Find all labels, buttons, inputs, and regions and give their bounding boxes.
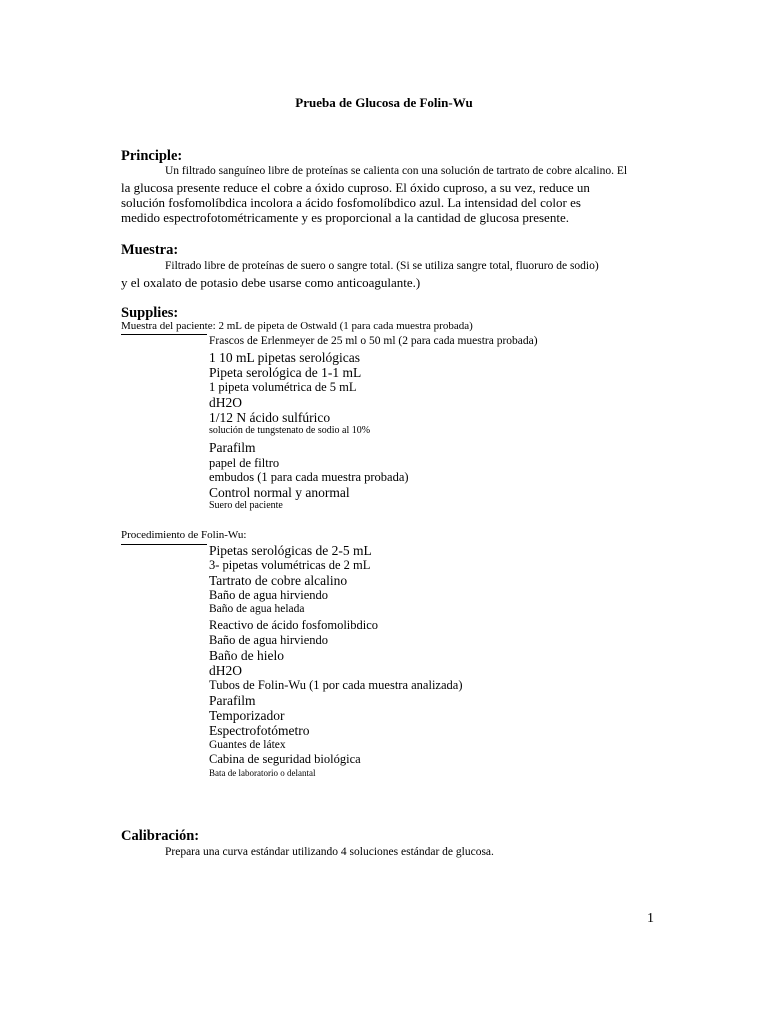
procedure-item: Tubos de Folin-Wu (1 por cada muestra analizada) [209,678,463,692]
principle-line-4: medido espectrofotométricamente y es proporcional a la cantidad de glucosa presente. [121,210,569,225]
supply-item: Frascos de Erlenmeyer de 25 ml o 50 ml (2 para cada muestra probada) [209,335,538,347]
procedure-item: Cabina de seguridad biológica [209,752,361,766]
patient-sample-line [121,320,473,332]
supply-item: 1 pipeta volumétrica de 5 mL [209,380,357,394]
procedure-item: Baño de agua hirviendo [209,633,329,647]
procedure-item: Guantes de látex [209,739,286,751]
patient-sample-text: : 2 mL de pipeta de Ostwald (1 para cada muestra probada) [212,320,473,332]
procedure-label: Procedimiento de Folin-Wu: [121,529,247,541]
patient-sample-underline [121,334,207,335]
calibration-heading: Calibración: [121,828,200,844]
page-number: 1 [647,911,654,926]
patient-sample-label: Muestra del paciente [121,320,213,332]
procedure-item: Espectrofotómetro [209,723,310,738]
supply-item: 1/12 N ácido sulfúrico [209,410,331,425]
calibration-line: Prepara una curva estándar utilizando 4 soluciones estándar de glucosa. [165,846,494,858]
procedure-item: 3- pipetas volumétricas de 2 mL [209,558,371,572]
principle-line-1: Un filtrado sanguíneo libre de proteínas se calienta con una solución de tartrato de cobre alcalino. El [165,165,628,177]
procedure-item: Parafilm [209,693,256,708]
procedure-item: Pipetas serológicas de 2-5 mL [209,543,372,558]
procedure-item: Baño de agua helada [209,603,305,615]
principle-line-2: la glucosa presente reduce el cobre a óxido cuproso. El óxido cuproso, a su vez, reduce un [121,180,590,195]
principle-heading: Principle: [121,148,183,164]
supply-item: Pipeta serológica de 1-1 mL [209,365,362,380]
supply-item: Control normal y anormal [209,485,350,500]
muestra-line-2: y el oxalato de potasio debe usarse como anticoagulante.) [121,275,421,290]
supply-item: solución de tungstenato de sodio al 10% [209,425,371,436]
procedure-item: Bata de laboratorio o delantal [209,768,316,778]
muestra-heading: Muestra: [121,242,179,258]
procedure-item: dH2O [209,663,242,678]
supply-item: 1 10 mL pipetas serológicas [209,350,360,365]
supplies-heading: Supplies: [121,305,179,321]
supply-item: dH2O [209,395,242,410]
principle-line-3: solución fosfomolíbdica incolora a ácido fosfomolíbdico azul. La intensidad del color es [121,195,581,210]
procedure-item: Baño de hielo [209,648,284,663]
procedure-item: Baño de agua hirviendo [209,588,329,602]
procedure-underline [121,544,207,545]
procedure-item: Tartrato de cobre alcalino [209,573,348,588]
supply-item: embudos (1 para cada muestra probada) [209,470,409,484]
supply-item: Suero del paciente [209,500,283,511]
supply-item: Parafilm [209,440,256,455]
procedure-item: Reactivo de ácido fosfomolibdico [209,618,379,632]
page-title: Prueba de Glucosa de Folin-Wu [295,95,473,110]
muestra-line-1: Filtrado libre de proteínas de suero o sangre total. (Si se utiliza sangre total, fluoruro de sodio) [165,260,599,272]
supply-item: papel de filtro [209,456,280,470]
procedure-item: Temporizador [209,708,285,723]
